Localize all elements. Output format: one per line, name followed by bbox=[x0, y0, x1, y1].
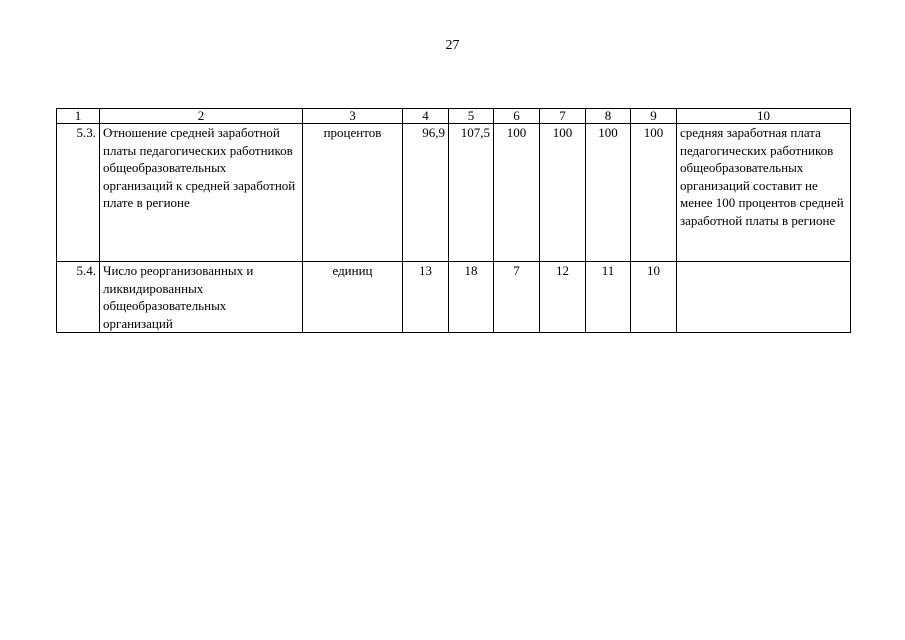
indicator-name-cell: Отношение средней заработной платы педагогических работников общеобразовательных организаций к средней заработной плате в регионе bbox=[100, 124, 303, 262]
value-cell: 11 bbox=[586, 262, 631, 333]
value-cell: 100 bbox=[631, 124, 677, 262]
table-row bbox=[57, 124, 851, 262]
header-cell: 1 bbox=[57, 109, 100, 124]
value-cell: 96,9 bbox=[403, 124, 449, 262]
value-cell: 12 bbox=[540, 262, 586, 333]
header-cell: 7 bbox=[540, 109, 586, 124]
value-cell: 18 bbox=[449, 262, 494, 333]
table-header-row bbox=[57, 109, 851, 124]
row-number-cell: 5.4. bbox=[57, 262, 100, 333]
value-cell: 100 bbox=[586, 124, 631, 262]
value-cell: 107,5 bbox=[449, 124, 494, 262]
table-row bbox=[57, 262, 851, 333]
note-cell: средняя заработная плата педагогических работников общеобразовательных организаций составит не менее 100 процентов средней заработной платы в регионе bbox=[677, 124, 851, 262]
row-number-cell: 5.3. bbox=[57, 124, 100, 262]
value-cell: 100 bbox=[494, 124, 540, 262]
unit-cell: единиц bbox=[303, 262, 403, 333]
unit-cell: процентов bbox=[303, 124, 403, 262]
page-number: 27 bbox=[445, 38, 460, 53]
indicators-table bbox=[56, 108, 851, 333]
value-cell: 10 bbox=[631, 262, 677, 333]
indicator-name-cell: Число реорганизованных и ликвидированных общеобразовательных организаций bbox=[100, 262, 303, 333]
header-cell: 6 bbox=[494, 109, 540, 124]
header-cell: 4 bbox=[403, 109, 449, 124]
value-cell: 100 bbox=[540, 124, 586, 262]
header-cell: 10 bbox=[677, 109, 851, 124]
header-cell: 5 bbox=[449, 109, 494, 124]
header-cell: 3 bbox=[303, 109, 403, 124]
note-cell bbox=[677, 262, 851, 333]
value-cell: 13 bbox=[403, 262, 449, 333]
header-cell: 9 bbox=[631, 109, 677, 124]
header-cell: 2 bbox=[100, 109, 303, 124]
value-cell: 7 bbox=[494, 262, 540, 333]
header-cell: 8 bbox=[586, 109, 631, 124]
